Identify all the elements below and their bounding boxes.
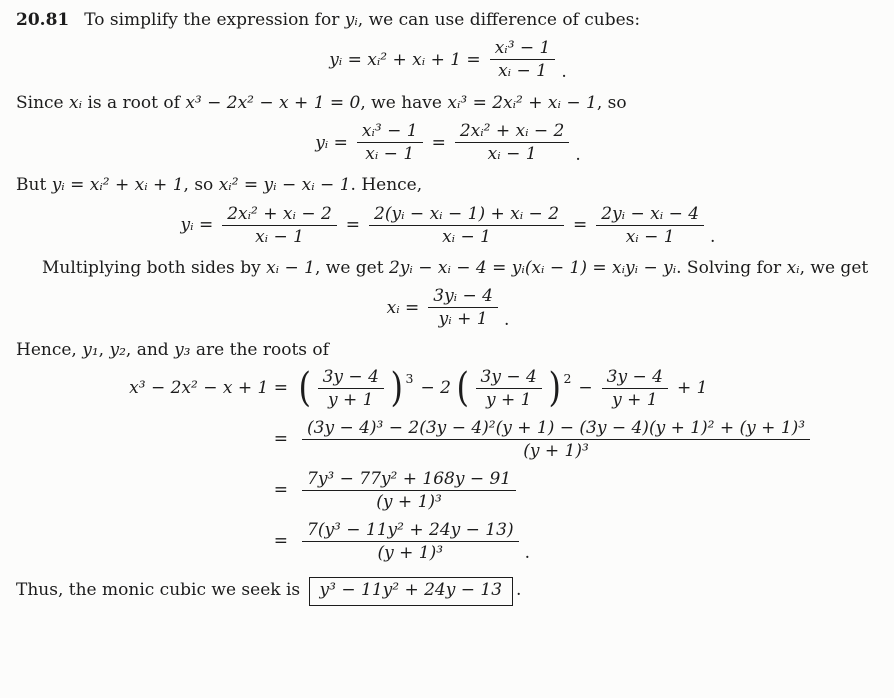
- paren-exponent: 2: [563, 370, 572, 386]
- fraction: [596, 204, 704, 247]
- math-run: xᵢ: [69, 92, 83, 113]
- equation-period: .: [561, 61, 567, 82]
- fraction: [302, 520, 519, 563]
- equals-sign: =: [345, 215, 361, 236]
- equation-period: .: [524, 543, 530, 564]
- paragraph-conclusion: [16, 577, 876, 606]
- text-run: , we get: [799, 257, 869, 278]
- text-run: , so: [183, 175, 219, 196]
- fraction: [302, 469, 516, 512]
- big-paren-open: (: [456, 365, 469, 412]
- text-run: . Hence,: [350, 175, 423, 196]
- equation-period: .: [503, 309, 510, 330]
- fraction-denominator: y + 1: [612, 389, 658, 410]
- operator: + 1: [676, 378, 708, 399]
- fraction-denominator: xᵢ − 1: [498, 61, 547, 82]
- fraction: [602, 367, 668, 410]
- equals-sign: =: [273, 480, 288, 501]
- text-run: Multiplying both sides by: [42, 257, 267, 278]
- display-equation-4: [16, 286, 876, 329]
- paragraph-intro: [16, 9, 876, 31]
- paragraph-multiplying: [16, 257, 876, 279]
- text-run: are the roots of: [190, 340, 329, 361]
- intro-text: To simplify the expression for: [84, 10, 345, 30]
- math-run: x³ − 2x² − x + 1 = 0: [185, 92, 361, 113]
- fraction: [357, 121, 423, 164]
- fraction: [302, 418, 810, 461]
- text-run: .: [516, 579, 522, 600]
- operator: −: [578, 378, 593, 399]
- math-run: xᵢ: [786, 257, 800, 278]
- math-run: y₁: [82, 340, 99, 361]
- fraction-numerator: 3yᵢ − 4: [428, 286, 498, 308]
- intro-math: yᵢ: [344, 10, 358, 30]
- fraction: [455, 121, 570, 164]
- fraction-denominator: (y + 1)³: [376, 491, 442, 512]
- fraction: [369, 204, 564, 247]
- fraction-numerator: (3y − 4)³ − 2(3y − 4)²(y + 1) − (3y − 4)(y + 1)² + (y + 1)³: [302, 418, 810, 440]
- fraction: [428, 286, 498, 329]
- problem-number: 20.81: [16, 10, 70, 30]
- equals-sign: =: [431, 132, 446, 153]
- math-run: y₃: [174, 340, 191, 361]
- fraction-denominator: xᵢ − 1: [365, 144, 415, 165]
- text-run: ,: [98, 340, 110, 361]
- equation-period: .: [575, 144, 581, 165]
- fraction-numerator: xᵢ³ − 1: [490, 38, 556, 60]
- chain-row-1: [16, 367, 876, 410]
- equals-sign: =: [273, 429, 288, 450]
- fraction-numerator: 7(y³ − 11y² + 24y − 13): [302, 520, 519, 542]
- math-run: 2yᵢ − xᵢ − 4 = yᵢ(xᵢ − 1) = xᵢyᵢ − yᵢ: [388, 257, 677, 278]
- math-run: xᵢ³ = 2xᵢ² + xᵢ − 1: [447, 92, 597, 113]
- text-run: Thus, the monic cubic we seek is: [16, 579, 306, 600]
- fraction: [476, 367, 542, 410]
- text-run: , so: [596, 92, 627, 113]
- fraction-denominator: (y + 1)³: [523, 440, 589, 461]
- equation-chain: [16, 367, 876, 563]
- text-run: is a root of: [82, 92, 186, 113]
- equation-rhs: [297, 367, 711, 410]
- text-run: Hence,: [16, 340, 83, 361]
- fraction-numerator: 2(yᵢ − xᵢ − 1) + xᵢ − 2: [369, 204, 564, 226]
- big-paren-close: ): [548, 365, 561, 412]
- equation-lhs: yᵢ = xᵢ² + xᵢ + 1 =: [329, 49, 481, 70]
- fraction-denominator: xᵢ − 1: [442, 226, 491, 247]
- math-run: yᵢ = xᵢ² + xᵢ + 1: [51, 175, 184, 196]
- big-paren-open: (: [298, 365, 312, 412]
- equals-sign: =: [573, 215, 588, 236]
- display-equation-1: [16, 38, 876, 81]
- chain-row-2: [16, 418, 876, 461]
- paragraph-hence: [16, 339, 876, 361]
- fraction-denominator: y + 1: [485, 389, 532, 410]
- text-run: Since: [16, 92, 70, 113]
- equation-period: .: [710, 227, 716, 248]
- paren-exponent: 3: [405, 370, 414, 386]
- equation-lhs: yᵢ =: [315, 132, 348, 153]
- boxed-answer: y³ − 11y² + 24y − 13: [309, 577, 514, 606]
- fraction-denominator: xᵢ − 1: [625, 226, 675, 247]
- fraction-numerator: 3y − 4: [476, 367, 542, 389]
- fraction-denominator: xᵢ − 1: [487, 144, 537, 165]
- fraction-numerator: xᵢ³ − 1: [357, 121, 423, 143]
- math-run: y₂: [109, 340, 126, 361]
- text-run: , and: [125, 340, 175, 361]
- big-paren-close: ): [390, 365, 403, 412]
- equation-rhs: [297, 418, 815, 461]
- fraction-denominator: xᵢ − 1: [255, 226, 304, 247]
- fraction-denominator: yᵢ + 1: [438, 309, 488, 330]
- fraction-numerator: 3y − 4: [318, 367, 384, 389]
- fraction-numerator: 7y³ − 77y² + 168y − 91: [302, 469, 516, 491]
- chain-row-3: [16, 469, 876, 512]
- math-run: xᵢ − 1: [266, 257, 315, 278]
- paragraph-since: [16, 92, 876, 114]
- display-equation-3: [16, 204, 876, 247]
- fraction: [318, 367, 384, 410]
- equation-lhs: xᵢ =: [386, 297, 420, 318]
- operator: − 2: [420, 378, 451, 399]
- fraction-numerator: 3y − 4: [602, 367, 668, 389]
- math-run: xᵢ² = yᵢ − xᵢ − 1: [218, 175, 351, 196]
- fraction-numerator: 2yᵢ − xᵢ − 4: [596, 204, 704, 226]
- equals-sign: =: [273, 531, 288, 552]
- intro-text: , we can use difference of cubes:: [357, 10, 641, 30]
- text-run: But: [16, 175, 52, 196]
- equation-rhs: [297, 469, 521, 512]
- text-run: , we get: [314, 257, 389, 278]
- paragraph-but: [16, 174, 876, 196]
- equation-lhs: yᵢ =: [180, 215, 214, 236]
- fraction-numerator: 2xᵢ² + xᵢ − 2: [455, 121, 570, 143]
- fraction: [222, 204, 337, 247]
- display-equation-2: [16, 121, 876, 164]
- fraction-denominator: y + 1: [328, 389, 374, 410]
- equation-rhs: [297, 520, 530, 563]
- chain-row-4: [16, 520, 876, 563]
- text-run: . Solving for: [676, 257, 787, 278]
- equation-lhs: x³ − 2x² − x + 1 =: [129, 378, 288, 399]
- text-run: , we have: [360, 92, 448, 113]
- fraction: [490, 38, 556, 81]
- fraction-denominator: (y + 1)³: [377, 542, 444, 563]
- fraction-numerator: 2xᵢ² + xᵢ − 2: [222, 204, 337, 226]
